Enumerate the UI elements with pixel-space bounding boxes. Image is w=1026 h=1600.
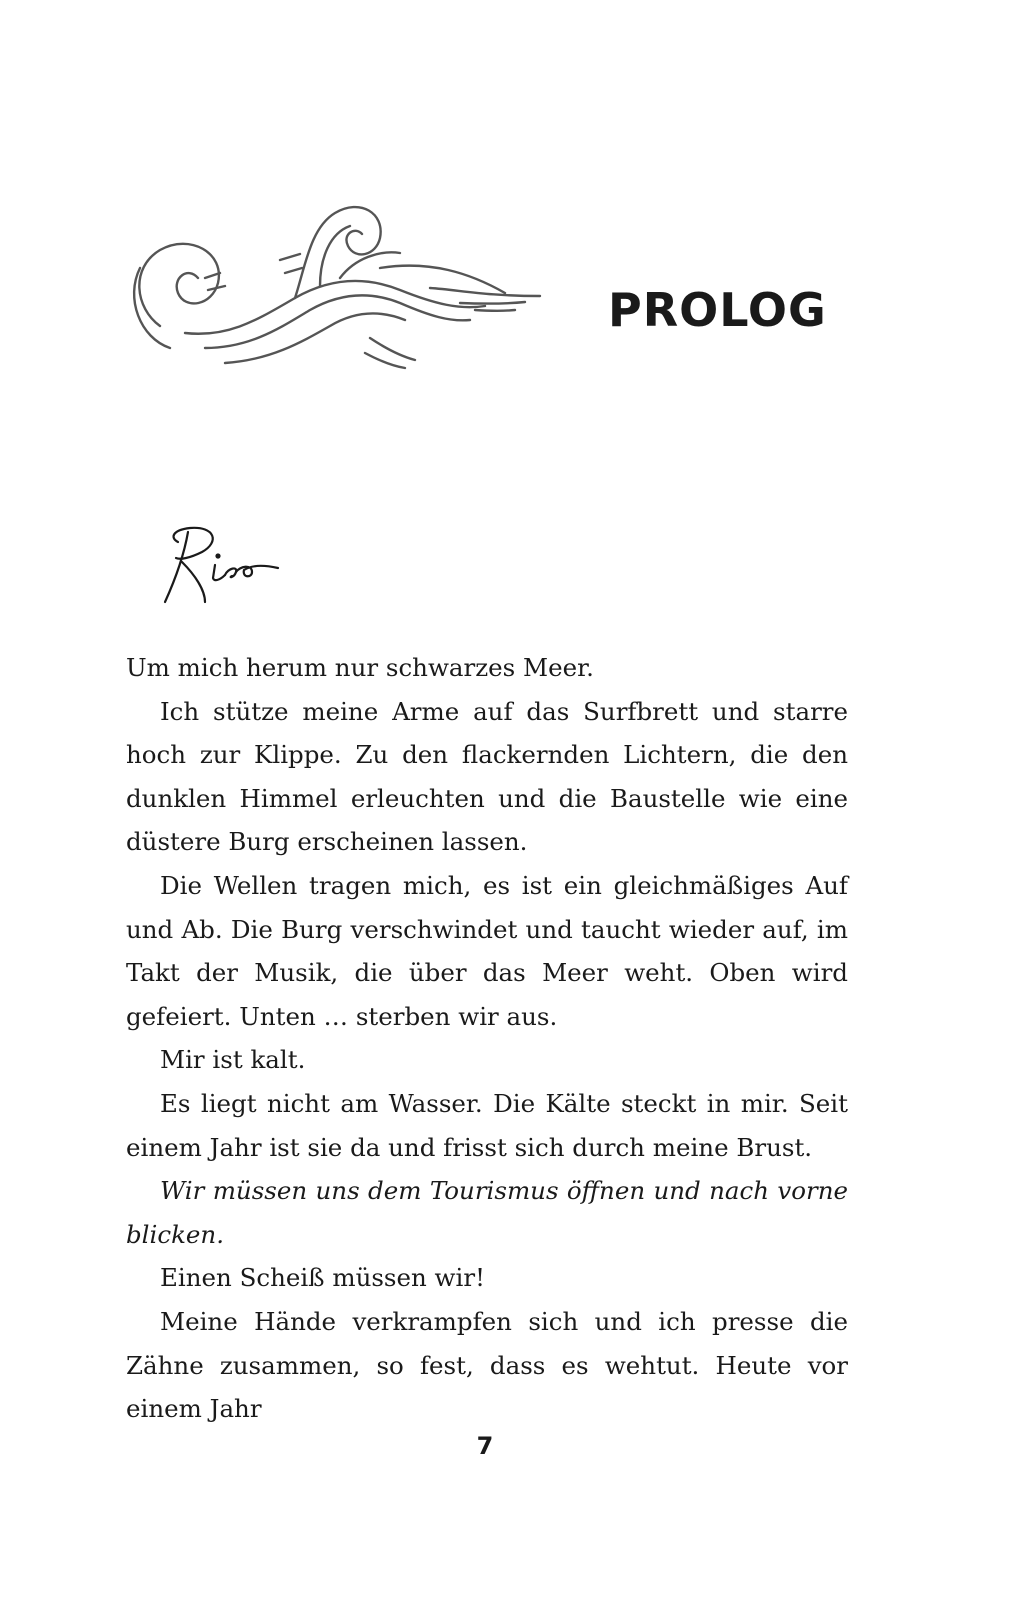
ocean-wave-icon	[130, 198, 545, 373]
body-text	[126, 646, 848, 1431]
chapter-title: PROLOG	[608, 283, 827, 337]
paragraph: Meine Hände verkrampfen sich und ich presse die Zähne zusammen, so fest, dass es wehtut. Heute vor einem Jahr	[126, 1306, 848, 1424]
page-number: 7	[476, 1432, 494, 1460]
paragraph: Um mich herum nur schwarzes Meer.	[126, 653, 594, 682]
paragraph: Ich stütze meine Arme auf das Surfbrett und starre hoch zur Klippe. Zu den flackernden Lichtern, die den dunklen Himmel erleuchten und die Baustelle wie eine düstere Burg erscheinen lassen.	[126, 696, 848, 857]
paragraph: Die Wellen tragen mich, es ist ein gleichmäßiges Auf und Ab. Die Burg verschwindet und taucht wieder auf, im Takt der Musik, die über das Meer weht. Oben wird gefeiert. Unten … sterben wir aus.	[126, 870, 848, 1031]
paragraph: Mir ist kalt.	[160, 1045, 306, 1075]
paragraph: Einen Scheiß müssen wir!	[160, 1263, 485, 1293]
paragraph-italic: Wir müssen uns dem Tourismus öffnen und nach vorne blicken.	[126, 1176, 848, 1249]
pov-signature-rico	[160, 520, 290, 615]
paragraph: Es liegt nicht am Wasser. Die Kälte steckt in mir. Seit einem Jahr ist sie da und frisst sich durch meine Brust.	[126, 1088, 848, 1162]
